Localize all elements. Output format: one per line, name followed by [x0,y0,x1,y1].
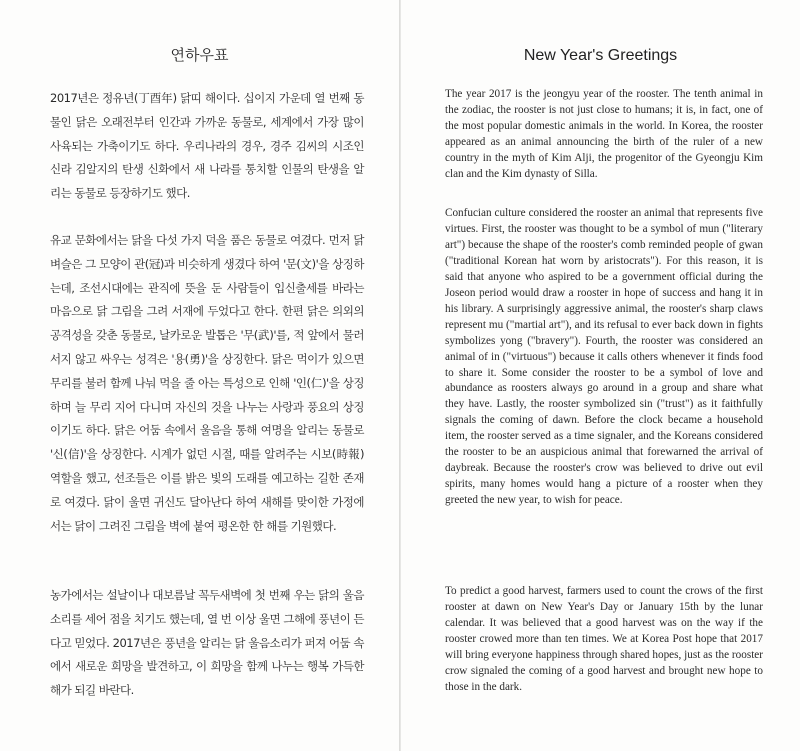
english-paragraph-3: To predict a good harvest, farmers used to count the crows of the first rooster at dawn on New Year's Day or January 15th by the lunar calendar. It was believed that a good harvest was on the way if the rooster crowed more than ten times. We at Korea Post hope that 2017 will bring everyone happiness through shared hopes, just as the rooster crow signaled the coming of a good harvest and brought new hope to those in the dark. [445,585,763,693]
korean-title: 연하우표 [170,46,229,64]
korean-page [0,0,399,751]
korean-paragraph-1: 2017년은 정유년(丁酉年) 닭띠 해이다. 십이지 가운데 열 번째 동물인 닭은 오래전부터 인간과 가까운 동물로, 세계에서 가장 많이 사육되는 가축이기도 하다. 우리나라의 경우, 경주 김씨의 시조인 신라 김알지의 탄생 신화에서 새 나라를 통치할 인물의 탄생을 알리는 동물로 등장하기도 했다. [50,91,364,201]
korean-paragraph-2: 유교 문화에서는 닭을 다섯 가지 덕을 품은 동물로 여겼다. 먼저 닭 벼슬은 그 모양이 관(冠)과 비슷하게 생겼다 하여 '문(文)'을 상징하는데, 조선시대에는 관직에 뜻을 둔 사람들이 입신출세를 바라는 마음으로 닭 그림을 그려 서재에 두었다고 한다. 한편 닭은 의외의 공격성을 갖춘 동물로, 날카로운 발톱은 '무(武)'를, 적 앞에서 물러서지 않고 싸우는 성격은 '용(勇)'을 상징한다. 닭은 먹이가 있으면 무리를 불러 함께 나눠 먹을 줄 아는 특성으로 인해 '인(仁)'을 상징하며 늘 무리 지어 다니며 자신의 것을 나누는 사랑과 풍요의 상징이기도 하다. 닭은 어둠 속에서 울음을 통해 여명을 알리는 동물로 '신(信)'을 상징한다. 시계가 없던 시절, 때를 알려주는 시보(時報) 역할을 했고, 선조들은 이를 밝은 빛의 도래를 예고하는 길한 존재로 여겼다. 닭이 울면 귀신도 달아난다 하여 새해를 맞이한 가정에서는 닭이 그려진 그림을 벽에 붙여 평온한 한 해를 기원했다. [50,233,364,533]
english-paragraph-1: The year 2017 is the jeongyu year of the rooster. The tenth animal in the zodiac, the rooster is not just close to humans; it is, in fact, one of the most popular domestic animals in the world. In Korea, the rooster appeared as an animal announcing the birth of the ruler of a new country in the myth of Kim Alji, the progenitor of the Gyeongju Kim clan and the Kim dynasty of Silla. [445,88,763,180]
korean-paragraph-3: 농가에서는 설날이나 대보름날 꼭두새벽에 첫 번째 우는 닭의 울음소리를 세어 점을 치기도 했는데, 열 번 이상 울면 그해에 풍년이 든다고 믿었다. 2017년은 풍년을 알리는 닭 울음소리가 퍼져 어둠 속에서 새로운 희망을 발견하고, 이 희망을 함께 나누는 행복 가득한 해가 되길 바란다. [50,588,364,698]
english-paragraph-2: Confucian culture considered the rooster an animal that represents five virtues. First, the rooster was thought to be a symbol of mun ("literary art") because the shape of the rooster's comb reminded people of gwan ("traditional Korean hat worn by aristocrats"). For this reason, it is said that anyone who aspired to be a government official during the Joseon period would draw a rooster in hope of success and hang it in his library. A surprisingly aggressive animal, the rooster's sharp claws represent mu ("martial art"), and its refusal to ever back down in fights symbolizes yong ("bravery"). Fourth, the rooster was considered an animal of in ("virtuous") because it calls others whenever it finds food to share it. Some consider the rooster to be a symbol of love and abundance as roosters always go around in a group and share what they have. Lastly, the rooster symbolized sin ("trust") as it faithfully signals the coming of dawn. Before the clock became a household item, the rooster served as a time signaler, and the Koreans considered the rooster to be an auspicious animal that forewarned the arrival of daybreak. Because the rooster's crow was believed to drive out evil spirits, many homes would hang a picture of a rooster when they greeted the new year, to wish for peace. [445,207,763,507]
english-title: New Year's Greetings [523,47,678,64]
english-page [401,0,800,751]
